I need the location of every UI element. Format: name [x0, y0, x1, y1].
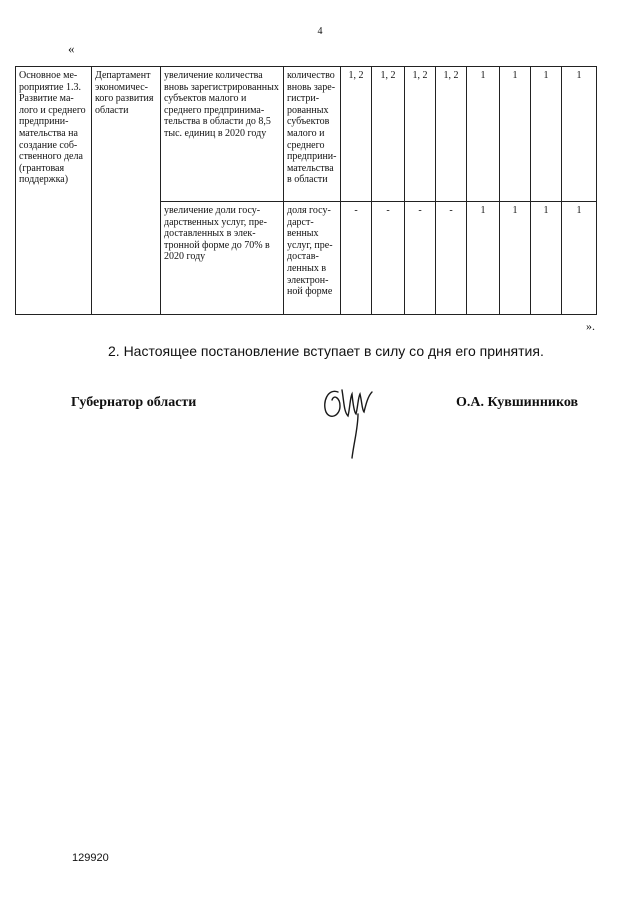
value-cell: 1	[467, 67, 500, 202]
value-cell: 1	[531, 202, 562, 315]
value-cell: -	[341, 202, 372, 315]
document-number: 129920	[72, 852, 109, 864]
value-cell: 1	[500, 202, 531, 315]
value-cell: 1, 2	[405, 67, 436, 202]
result-cell: увеличение доли государственных услуг, предоставленных в электронной форме до 70% в 2020 году	[161, 202, 284, 315]
value-cell: 1	[500, 67, 531, 202]
handwritten-signature	[318, 380, 380, 462]
closing-quote: ».	[586, 319, 595, 333]
decree-paragraph: 2. Настоящее постановление вступает в силу со дня его принятия.	[108, 343, 544, 359]
value-cell: 1, 2	[436, 67, 467, 202]
activity-table	[15, 66, 597, 315]
indicator-cell: количество вновь зарегистрированных субъектов малого и среднего предпринимательства в области	[284, 67, 341, 202]
value-cell: 1	[562, 67, 597, 202]
page-number: 4	[317, 26, 323, 37]
indicator-cell: доля государственных услуг, предоставленных в электронной форме	[284, 202, 341, 315]
value-cell: 1	[467, 202, 500, 315]
signatory-name: О.А. Кувшинников	[456, 395, 579, 410]
opening-quote: «	[68, 41, 75, 56]
value-cell: 1	[531, 67, 562, 202]
value-cell: 1, 2	[341, 67, 372, 202]
table-row	[16, 67, 597, 202]
executor-cell: Департамент экономического развития области	[92, 67, 161, 315]
value-cell: 1	[562, 202, 597, 315]
result-cell: увеличение количества вновь зарегистрированных субъектов малого и среднего предпринимательства в области до 8,5 тыс. единиц в 2020 году	[161, 67, 284, 202]
activity-cell: Основное мероприятие 1.3. Развитие малого и среднего предпринимательства на создание собственного дела (грантовая поддержка)	[16, 67, 92, 315]
value-cell: -	[436, 202, 467, 315]
value-cell: 1, 2	[372, 67, 405, 202]
value-cell: -	[372, 202, 405, 315]
value-cell: -	[405, 202, 436, 315]
signatory-title: Губернатор области	[71, 395, 197, 410]
